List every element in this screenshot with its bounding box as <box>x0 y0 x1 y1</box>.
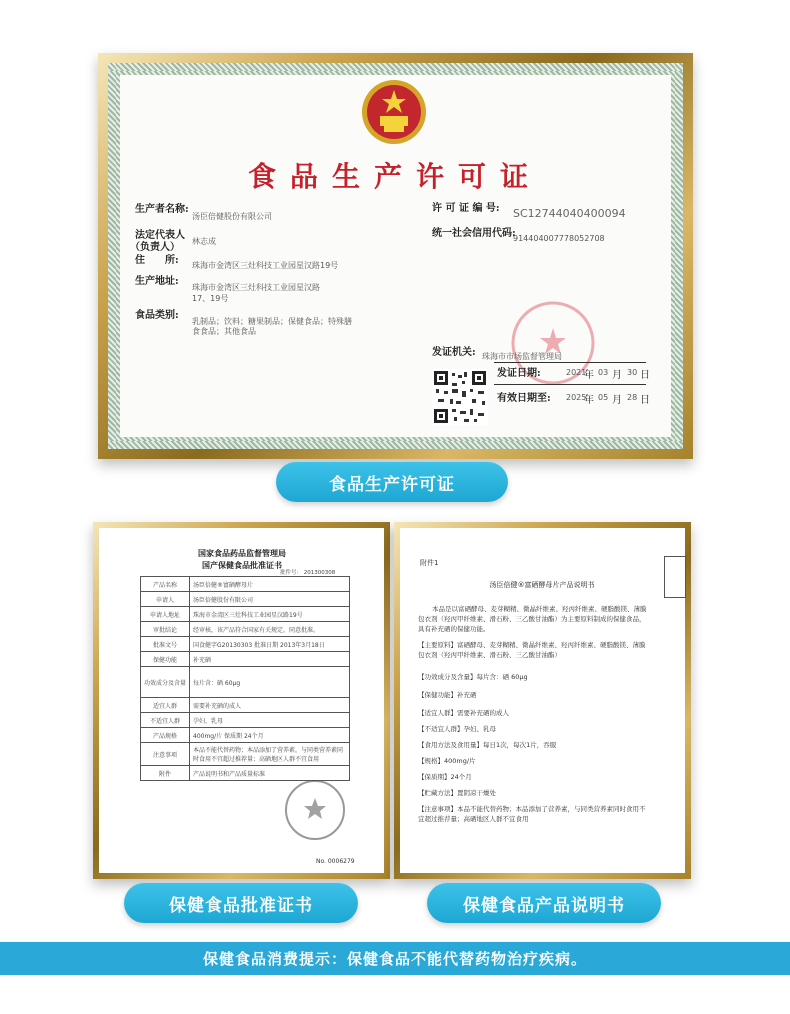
license-number-value: SC12744040400094 <box>513 207 626 220</box>
legal-rep-label: 法定代表人 <box>135 230 185 241</box>
manual-line: 【贮藏方法】置阴凉干燥处 <box>418 789 496 797</box>
production-address-label: 生产地址: <box>135 276 179 287</box>
issue-month: 03 <box>598 368 609 377</box>
food-category-label: 食品类别: <box>135 310 179 321</box>
approval-row-label: 申请人 <box>141 592 190 607</box>
approval-table-row <box>141 743 350 766</box>
approval-table-row <box>141 667 350 698</box>
issue-date-label: 发证日期: <box>497 368 541 379</box>
issue-year-char: 年 <box>584 370 594 381</box>
approval-title-1: 国家食品药品监督管理局 <box>198 548 286 558</box>
approval-row-label: 附件 <box>141 766 190 781</box>
approval-row-label: 审批结论 <box>141 622 190 637</box>
license-title: 食品生产许可证 <box>247 160 542 193</box>
manual-line: 【保健功能】补充硒 <box>418 691 477 699</box>
consumer-notice-bar: 保健食品消费提示：保健食品不能代替药物治疗疾病。 <box>0 942 790 975</box>
issue-day: 30 <box>627 368 638 377</box>
approval-table-row <box>141 637 350 652</box>
approval-row-value: 产品说明书和产品质量标准 <box>190 766 350 781</box>
approval-row-value: 国食健字G20130303 批准日期 2013年3月18日 <box>190 637 350 652</box>
issue-month-char: 月 <box>612 370 622 381</box>
issue-day-char: 日 <box>640 370 650 381</box>
approval-caption-pill: 保健食品批准证书 <box>124 883 358 923</box>
approval-serial: No. 0006279 <box>316 858 355 865</box>
approval-row-label: 功效成分及含量 <box>141 667 190 698</box>
approval-table-row <box>141 592 350 607</box>
approval-table-row <box>141 622 350 637</box>
expiry-day-char: 日 <box>640 395 650 406</box>
residence-label: 住 所: <box>135 255 179 266</box>
credit-code-value: 914404007778052708 <box>513 234 605 243</box>
manual-line: 【注意事项】本品不能代替药物；本品添加了营养素，与同类营养素同时食用不 <box>418 805 646 813</box>
approval-row-label: 产品规格 <box>141 728 190 743</box>
manual-line: 本品是以富硒酵母、麦芽糊精、微晶纤维素、羟丙纤维素、硬脂酸镁、薄膜 <box>432 605 647 613</box>
approval-table-row <box>141 698 350 713</box>
manual-line: 【功效成分及含量】每片含：硒 60μg <box>418 673 528 681</box>
approval-cert-number: 批件号： 201300308 <box>280 570 336 576</box>
manual-line: 【不适宜人群】孕妇、乳母 <box>418 725 496 733</box>
approval-row-value: 珠海市金湾区三灶科技工业园星汉路19号 <box>190 607 350 622</box>
approval-row-value: 经审核，该产品符合国家有关规定，同意批准。 <box>190 622 350 637</box>
expiry-year-char: 年 <box>584 395 594 406</box>
approval-table <box>140 576 350 781</box>
manual-line: 【主要原料】富硒酵母、麦芽糊精、微晶纤维素、羟丙纤维素、硬脂酸镁、薄膜 <box>418 641 646 649</box>
authority-value: 珠海市市场监督管理局 <box>482 352 562 361</box>
approval-title-2: 国产保健食品批准证书 <box>202 560 282 570</box>
approval-seal-icon <box>283 778 347 842</box>
approval-row-value: 需要补充硒的成人 <box>190 698 350 713</box>
approval-row-value: 本品不能代替药物；本品添加了营养素，与同类营养素同时食用不宜超过推荐量；高硒地区人群不宜食用 <box>190 743 350 766</box>
producer-label: 生产者名称: <box>135 204 189 215</box>
approval-row-value: 补充硒 <box>190 652 350 667</box>
expiry-month: 05 <box>598 393 609 402</box>
manual-line: 包衣剂（羟丙甲纤维素、滑石粉、三乙酸甘油酯） <box>418 651 561 659</box>
approval-row-label: 不适宜人群 <box>141 713 190 728</box>
producer-value: 汤臣倍健股份有限公司 <box>192 212 272 221</box>
approval-table-row <box>141 607 350 622</box>
issue-year: 2021 <box>566 368 587 377</box>
legal-rep-label-2: （负责人） <box>130 242 180 253</box>
expiry-date-label: 有效日期至: <box>497 393 551 404</box>
residence-value: 珠海市金湾区三灶科技工业园星汉路19号 <box>192 261 339 270</box>
approval-row-label: 注意事项 <box>141 743 190 766</box>
food-category-value-2: 食食品；其他食品 <box>192 327 256 336</box>
approval-table-row <box>141 713 350 728</box>
approval-table-row <box>141 577 350 592</box>
production-address-value-2: 17、19号 <box>192 294 229 303</box>
national-emblem-icon <box>358 78 430 146</box>
manual-caption-pill: 保健食品产品说明书 <box>427 883 661 923</box>
expiry-month-char: 月 <box>612 395 622 406</box>
manual-attachment: 附件1 <box>420 559 439 567</box>
credit-code-label: 统一社会信用代码: <box>432 228 516 239</box>
license-number-label: 许 可 证 编 号: <box>432 203 500 214</box>
approval-row-label: 产品名称 <box>141 577 190 592</box>
expiry-year: 2025 <box>566 393 587 402</box>
manual-line: 【规格】400mg/片 <box>418 757 476 765</box>
manual-line: 【适宜人群】需要补充硒的成人 <box>418 709 509 717</box>
approval-row-label: 批准文号 <box>141 637 190 652</box>
manual-line: 【保质期】24个月 <box>418 773 472 781</box>
qr-code-icon <box>432 369 488 425</box>
authority-label: 发证机关: <box>432 347 476 358</box>
expiry-day: 28 <box>627 393 638 402</box>
approval-row-value: 孕妇、乳母 <box>190 713 350 728</box>
approval-row-value: 每片含：硒 60μg <box>190 667 350 698</box>
legal-rep-value: 林志成 <box>192 237 216 246</box>
approval-table-row <box>141 728 350 743</box>
manual-frame <box>394 522 691 879</box>
approval-row-value: 400mg/片 保质期 24个月 <box>190 728 350 743</box>
approval-row-value: 汤臣倍健股份有限公司 <box>190 592 350 607</box>
manual-line: 【食用方法及食用量】每日1次，每次1片，吞服 <box>418 741 557 749</box>
manual-title: 汤臣倍健®富硒酵母片产品说明书 <box>489 581 595 589</box>
approval-row-label: 申请人地址 <box>141 607 190 622</box>
manual-line: 具有补充硒的保健功能。 <box>418 625 490 633</box>
food-category-value: 乳制品；饮料；糖果制品；保健食品；特殊膳 <box>192 317 352 326</box>
approval-row-value: 汤臣倍健®富硒酵母片 <box>190 577 350 592</box>
approval-row-label: 适宜人群 <box>141 698 190 713</box>
production-address-value: 珠海市金湾区三灶科技工业园星汉路 <box>192 283 320 292</box>
approval-table-row <box>141 652 350 667</box>
license-caption-pill: 食品生产许可证 <box>276 462 508 502</box>
manual-line: 宜超过推荐量；高硒地区人群不宜食用 <box>418 815 529 823</box>
manual-corner-snippet <box>664 556 686 598</box>
manual-line: 包衣剂（羟丙甲纤维素、滑石粉、三乙酸甘油酯）为主要原料制成的保健食品， <box>418 615 646 623</box>
approval-row-label: 保健功能 <box>141 652 190 667</box>
